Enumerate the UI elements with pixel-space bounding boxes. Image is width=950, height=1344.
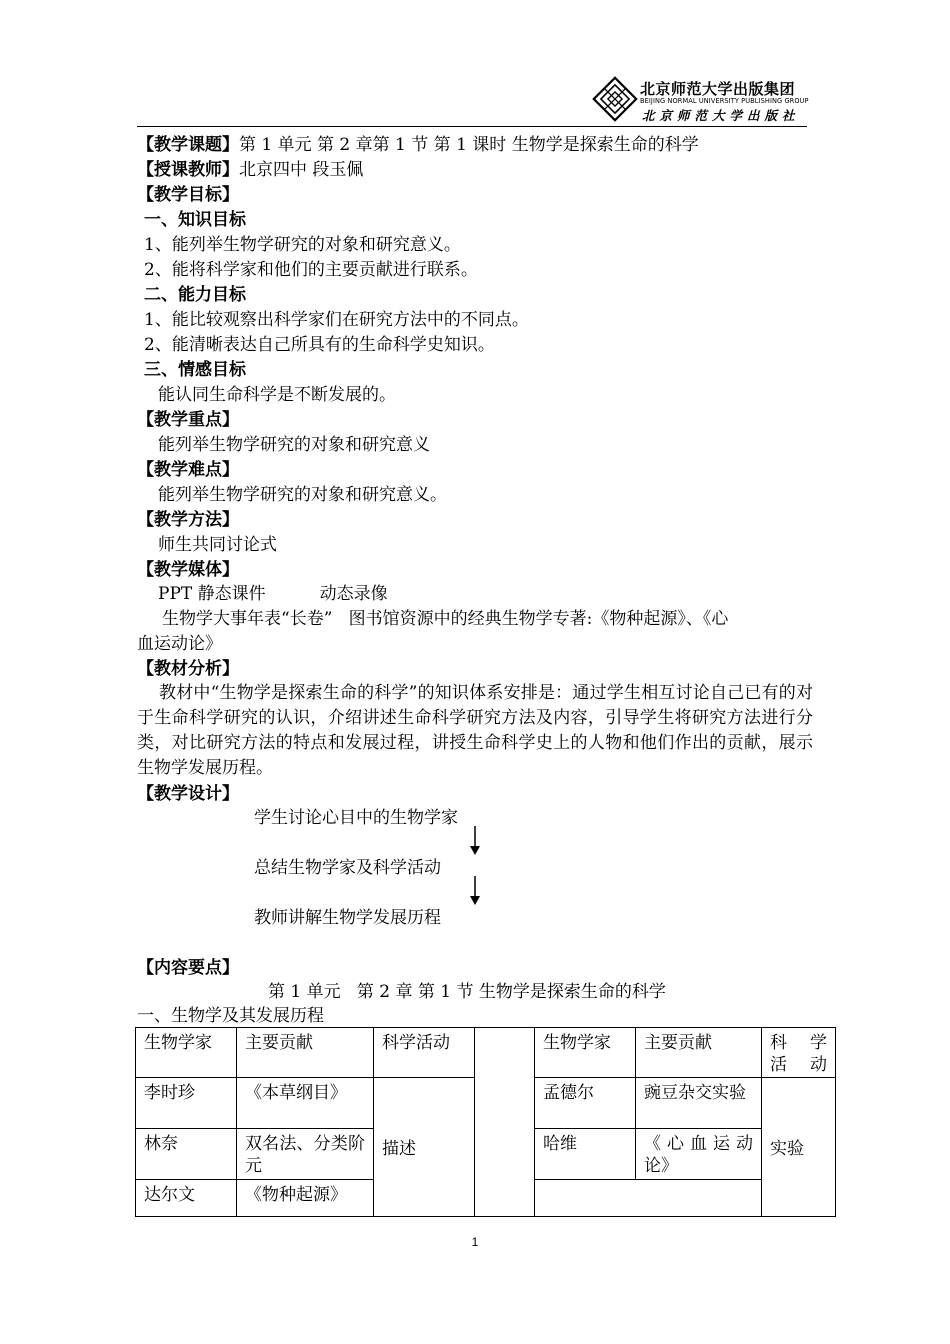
teacher-label: 【授课教师】 <box>137 160 239 180</box>
teacher-value: 北京四中 段玉佩 <box>239 160 364 180</box>
table-cell: 豌豆杂交实验 <box>636 1078 762 1129</box>
media-line-2: 生物学大事年表“长卷” 图书馆资源中的经典生物学专著:《物种起源》、《心 <box>162 609 729 629</box>
table-cell: 《物种起源》 <box>237 1180 374 1217</box>
analysis-heading: 【教材分析】 <box>137 659 239 679</box>
key-point-text: 能列举生物学研究的对象和研究意义 <box>158 435 430 455</box>
flow-step-1: 学生讨论心目中的生物学家 <box>254 808 458 828</box>
table-cell: 双名法、分类阶元 <box>237 1129 374 1180</box>
press-name-cn: 北京师范大学出版社 <box>642 108 800 123</box>
table-header-cell: 主要贡献 <box>237 1028 374 1078</box>
method-text: 师生共同讨论式 <box>158 535 277 555</box>
table-cell: 《本草纲目》 <box>237 1078 374 1129</box>
table-header-cell: 科学活动 <box>374 1028 475 1078</box>
table-spacer-cell <box>475 1028 535 1217</box>
knowledge-goal-title: 一、知识目标 <box>144 210 246 230</box>
ability-goal-1: 1、能比较观察出科学家们在研究方法中的不同点。 <box>144 310 529 330</box>
flow-step-3: 教师讲解生物学发展历程 <box>254 908 441 928</box>
publisher-logo-icon <box>592 76 638 122</box>
table-cell: 达尔文 <box>136 1180 237 1217</box>
table-cell: 实验 <box>762 1078 836 1217</box>
difficult-point-heading: 【教学难点】 <box>137 460 239 480</box>
publisher-name-en: BEIJING NORMAL UNIVERSITY PUBLISHING GROUP <box>640 97 809 105</box>
knowledge-goal-1: 1、能列举生物学研究的对象和研究意义。 <box>144 235 461 255</box>
table-cell: 林奈 <box>136 1129 237 1180</box>
topic-line <box>137 133 699 157</box>
page-number: 1 <box>471 1235 479 1249</box>
method-heading: 【教学方法】 <box>137 510 239 530</box>
ability-goal-title: 二、能力目标 <box>144 285 246 305</box>
media-heading: 【教学媒体】 <box>137 560 239 580</box>
arrow-down-icon <box>468 826 482 856</box>
flow-step-2: 总结生物学家及科学活动 <box>254 858 441 878</box>
content-subtitle: 一、生物学及其发展历程 <box>137 1006 324 1026</box>
table-header-cell: 科 学 活动 <box>762 1028 836 1078</box>
emotion-goal-1: 能认同生命科学是不断发展的。 <box>158 385 396 405</box>
topic-label: 【教学课题】 <box>137 135 239 155</box>
content-heading: 【内容要点】 <box>137 958 239 978</box>
table-cell: 孟德尔 <box>535 1078 636 1129</box>
table-cell: 描述 <box>374 1078 475 1217</box>
table-cell: 哈维 <box>535 1129 636 1180</box>
table-cell: 李时珍 <box>136 1078 237 1129</box>
teacher-line <box>137 158 363 182</box>
publisher-name-cn: 北京师范大学出版集团 <box>640 80 796 98</box>
publisher-logo <box>592 74 807 124</box>
design-heading: 【教学设计】 <box>137 784 239 804</box>
difficult-point-text: 能列举生物学研究的对象和研究意义。 <box>158 485 447 505</box>
knowledge-goal-2: 2、能将科学家和他们的主要贡献进行联系。 <box>144 260 478 280</box>
topic-value: 第 1 单元 第 2 章第 1 节 第 1 课时 生物学是探索生命的科学 <box>239 135 699 155</box>
table-cell: 《心血运动论》 <box>636 1129 762 1180</box>
table-header-cell: 生物学家 <box>136 1028 237 1078</box>
ability-goal-2: 2、能清晰表达自己所具有的生命科学史知识。 <box>144 335 495 355</box>
biologist-table <box>135 1027 836 1217</box>
key-point-heading: 【教学重点】 <box>137 410 239 430</box>
media-line-3: 血运动论》 <box>137 634 222 654</box>
arrow-down-icon <box>468 876 482 906</box>
table-cell <box>535 1180 762 1217</box>
table-header-cell: 主要贡献 <box>636 1028 762 1078</box>
content-title: 第 1 单元 第 2 章 第 1 节 生物学是探索生命的科学 <box>268 982 666 1002</box>
table-row <box>136 1028 836 1078</box>
emotion-goal-title: 三、情感目标 <box>144 360 246 380</box>
table-header-cell: 生物学家 <box>535 1028 636 1078</box>
media-line-1: PPT 静态课件 动态录像 <box>158 584 388 604</box>
goals-heading: 【教学目标】 <box>137 185 239 205</box>
analysis-paragraph: 教材中“生物学是探索生命的科学”的知识体系安排是：通过学生相互讨论自己已有的对于生命科学研究的认识，介绍讲述生命科学研究方法及内容，引导学生将研究方法进行分类，对比研究方法的特点和发展过程，讲授生命科学史上的人物和他们作出的贡献，展示生物学发展历程。 <box>137 683 813 778</box>
header-rule <box>137 126 807 127</box>
